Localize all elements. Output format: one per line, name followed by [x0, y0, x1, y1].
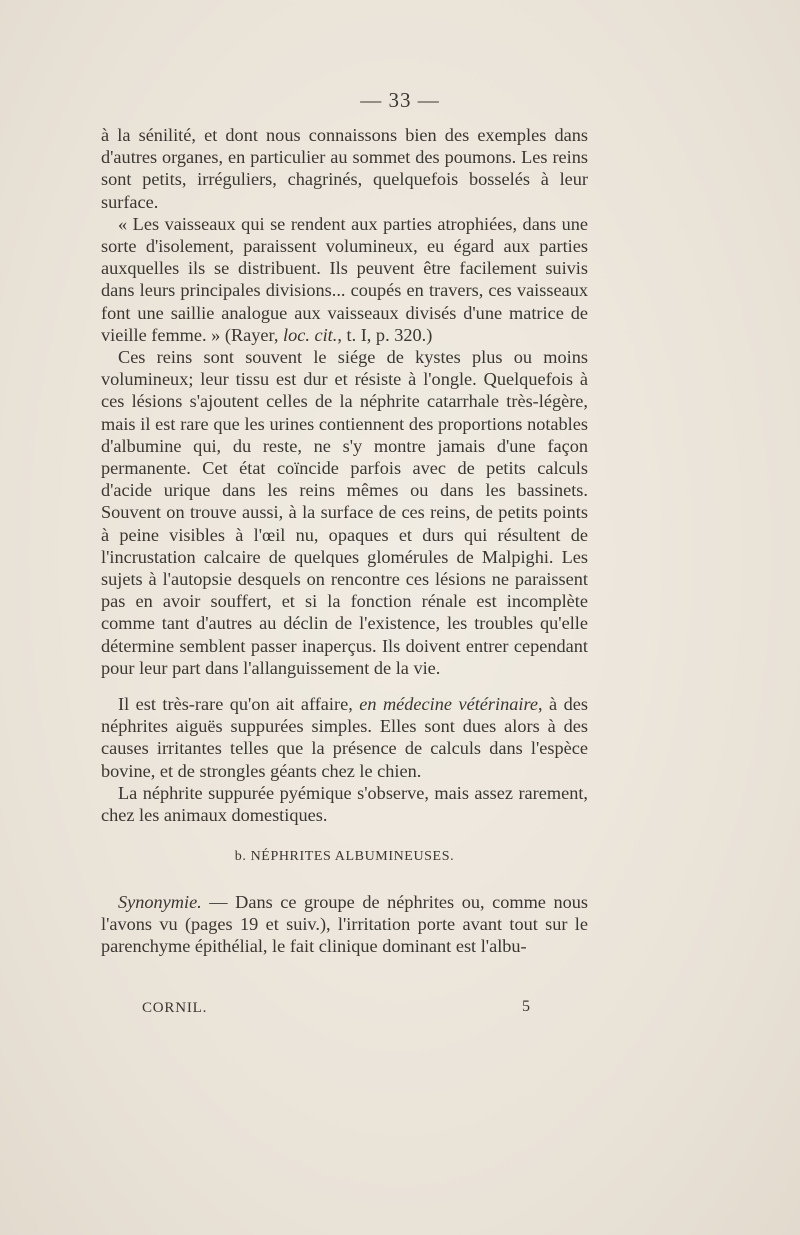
- printer-signature: CORNIL.: [142, 1000, 208, 1016]
- emphasis-veterinary: en médecine vétérinaire: [359, 694, 538, 715]
- paragraph-2-text-after: , t. I, p. 320.): [337, 324, 433, 345]
- section-heading: b. NÉPHRITES ALBUMINEUSES.: [234, 849, 455, 865]
- paragraph-1: à la sénilité, et dont nous connaissons bien des exemples dans d'autres organes, en particulier au sommet des poumons. Les reins sont petits, irréguliers, chagrinés, quelquefois bosselés à leur surface.: [101, 125, 588, 212]
- paragraph-4: [101, 693, 588, 782]
- paragraph-2: [101, 213, 588, 346]
- paragraph-5: La néphrite suppurée pyémique s'observe, mais assez rarement, chez les animaux domestiques.: [101, 782, 588, 826]
- paragraph-4-text: Il est très-rare qu'on ait affaire,: [118, 694, 360, 715]
- synonymie-text: — Dans ce groupe de néphrites ou, comme nous l'avons vu (pages 19 et suiv.), l'irritation porte avant tout sur le parenchyme épithélial, le fait clinique dominant est l'albu-: [101, 891, 588, 956]
- paragraph-2-text: « Les vaisseaux qui se rendent aux parties atrophiées, dans une sorte d'isolement, paraissent volumineux, eu égard aux parties auxquelles ils se distribuent. Ils peuvent être facilement suivis dans leurs principales divisions... coupés en travers, ces vaisseaux font une saillie analogue aux vaisseaux divisés d'une matrice de vieille femme. » (Rayer,: [101, 213, 588, 345]
- paragraph-4-text-after: , à des néphrites aiguës suppurées simples. Elles sont dues alors à des causes irritantes telles que la présence de calculs dans l'espèce bovine, et de strongles géants chez le chien.: [101, 694, 588, 781]
- synonymie-label: Synonymie.: [118, 891, 202, 912]
- synonymie-paragraph: [101, 891, 588, 958]
- page-number: — 33 —: [360, 88, 440, 112]
- sheet-number: 5: [522, 998, 531, 1015]
- text-body: [101, 124, 588, 957]
- citation-loc-cit: loc. cit.: [283, 324, 338, 345]
- paragraph-3: Ces reins sont souvent le siége de kystes plus ou moins volumineux; leur tissu est dur et résiste à l'ongle. Quelquefois à ces lésions s'ajoutent celles de la néphrite catarrhale très-légère, mais il est rare que les urines contiennent des proportions notables d'albumine qui, du reste, ne s'y montre jamais d'une façon permanente. Cet état coïncide parfois avec de petits calculs d'acide urique dans les reins mêmes ou dans les bassinets. Souvent on trouve aussi, à la surface de ces reins, de petits points à peine visibles à l'œil nu, opaques et durs qui résultent de l'incrustation calcaire de quelques glomérules de Malpighi. Les sujets à l'autopsie desquels on rencontre ces lésions ne paraissent pas en avoir souffert, et si la fonction rénale est incomplète comme tant d'autres au déclin de l'existence, les troubles qu'elle détermine semblent passer inaperçus. Ils doivent entrer cependant pour leur part dans l'allanguissement de la vie.: [101, 347, 588, 678]
